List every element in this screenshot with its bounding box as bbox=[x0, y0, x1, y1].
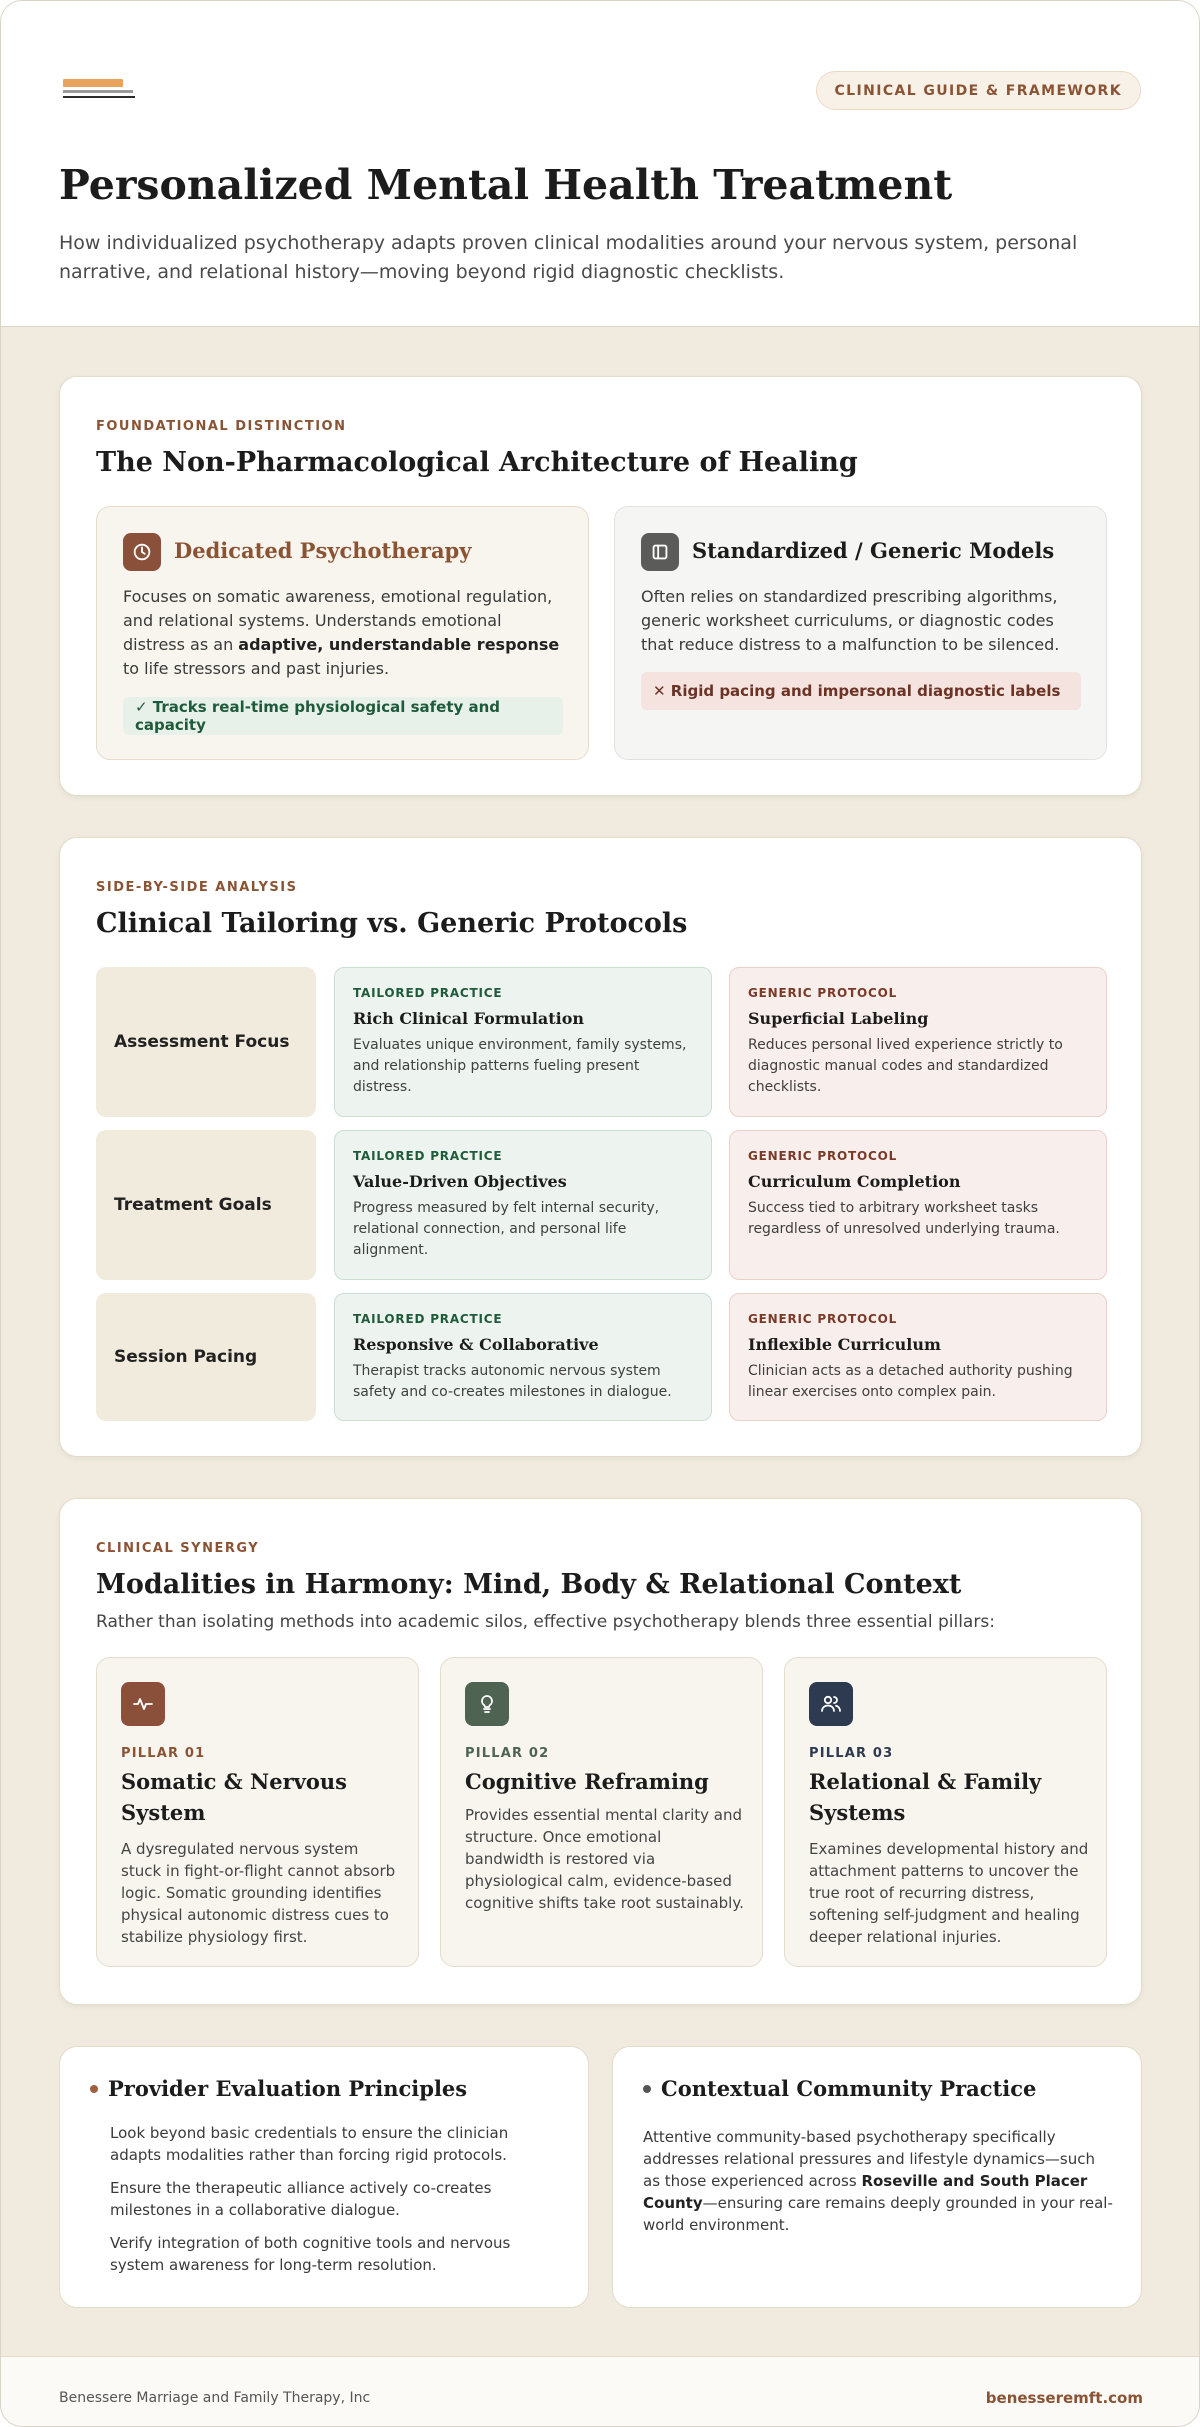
pillar-title: Relational & Family Systems bbox=[809, 1769, 1042, 1825]
pillar-card-somatic bbox=[96, 1657, 419, 1967]
list-item: Look beyond basic credentials to ensure the clinician adapts modalities rather than forcing rigid protocols. bbox=[110, 2124, 509, 2164]
safety-tag: ✓ Tracks real-time physiological safety and capacity bbox=[123, 697, 563, 735]
generic-models-text: Often relies on standardized prescribing algorithms, generic worksheet curriculums, or diagnostic codes that reduce distress to a malfunction to be silenced. bbox=[641, 587, 1060, 654]
header bbox=[1, 1, 1199, 327]
cell-kicker: TAILORED PRACTICE bbox=[353, 1312, 503, 1326]
psychotherapy-title: Dedicated Psychotherapy bbox=[174, 538, 472, 563]
sidebar-icon bbox=[641, 533, 679, 571]
section-title: Modalities in Harmony: Mind, Body & Relational Context bbox=[96, 1569, 962, 1600]
pulse-icon bbox=[121, 1682, 165, 1726]
evaluation-title: Provider Evaluation Principles bbox=[108, 2076, 468, 2101]
page-title: Personalized Mental Health Treatment bbox=[59, 161, 953, 209]
pillar-kicker: PILLAR 02 bbox=[465, 1746, 550, 1761]
tailored-cell bbox=[334, 1130, 712, 1280]
cell-kicker: GENERIC PROTOCOL bbox=[748, 1312, 898, 1326]
section-eyebrow: SIDE-BY-SIDE ANALYSIS bbox=[96, 880, 298, 895]
foundational-section bbox=[59, 376, 1142, 796]
table-row bbox=[96, 967, 1107, 1117]
pillar-text: Provides essential mental clarity and structure. Once emotional bandwidth is restored via physiological calm, evidence-based cognitive shifts take root sustainably. bbox=[465, 1806, 744, 1912]
row-label: Session Pacing bbox=[96, 1293, 316, 1421]
community-card bbox=[612, 2046, 1142, 2308]
evaluation-card bbox=[59, 2046, 589, 2308]
cell-text: Clinician acts as a detached authority pushing linear exercises onto complex pain. bbox=[748, 1363, 1073, 1400]
generic-models-box bbox=[614, 506, 1107, 760]
cell-text: Evaluates unique environment, family systems, and relationship patterns fueling present distress. bbox=[353, 1037, 687, 1095]
list-item: Verify integration of both cognitive tools and nervous system awareness for long-term resolution. bbox=[110, 2234, 511, 2274]
cell-title: Superficial Labeling bbox=[748, 1009, 929, 1028]
section-intro: Rather than isolating methods into academic silos, effective psychotherapy blends three essential pillars: bbox=[96, 1612, 995, 1632]
comparison-section bbox=[59, 837, 1142, 1457]
row-label: Treatment Goals bbox=[96, 1130, 316, 1280]
cell-title: Inflexible Curriculum bbox=[748, 1335, 941, 1354]
cell-title: Rich Clinical Formulation bbox=[353, 1009, 585, 1028]
cell-kicker: TAILORED PRACTICE bbox=[353, 1149, 503, 1163]
brand-logo[interactable] bbox=[63, 79, 135, 101]
footer bbox=[1, 2356, 1200, 2427]
page-subtitle: How individualized psychotherapy adapts proven clinical modalities around your nervous system, personal narrative, and relational history—moving beyond rigid diagnostic checklists. bbox=[59, 232, 1078, 283]
section-eyebrow: CLINICAL SYNERGY bbox=[96, 1541, 260, 1556]
tailored-cell bbox=[334, 967, 712, 1117]
rigid-tag: ✕ Rigid pacing and impersonal diagnostic labels bbox=[641, 672, 1081, 710]
cell-text: Success tied to arbitrary worksheet tasks regardless of unresolved underlying trauma. bbox=[748, 1200, 1060, 1237]
table-row bbox=[96, 1130, 1107, 1280]
generic-cell bbox=[729, 1130, 1107, 1280]
section-eyebrow: FOUNDATIONAL DISTINCTION bbox=[96, 419, 347, 434]
pillar-text: A dysregulated nervous system stuck in fight-or-flight cannot absorb logic. Somatic grounding identifies physical autonomic distress cues to stabilize physiology first. bbox=[121, 1840, 396, 1946]
lightbulb-icon bbox=[465, 1682, 509, 1726]
generic-models-title: Standardized / Generic Models bbox=[692, 538, 1055, 563]
pillar-card-relational bbox=[784, 1657, 1107, 1967]
pillar-title: Cognitive Reframing bbox=[465, 1769, 709, 1794]
row-label: Assessment Focus bbox=[96, 967, 316, 1117]
cell-title: Curriculum Completion bbox=[748, 1172, 961, 1191]
pillar-card-cognitive bbox=[440, 1657, 763, 1967]
pillar-kicker: PILLAR 03 bbox=[809, 1746, 894, 1761]
pillar-title: Somatic & Nervous System bbox=[121, 1769, 347, 1825]
users-icon bbox=[809, 1682, 853, 1726]
psychotherapy-box bbox=[96, 506, 589, 760]
tailored-cell bbox=[334, 1293, 712, 1421]
community-text: Attentive community-based psychotherapy specifically addresses relational pressures and lifestyle dynamics—such as those experienced across Roseville and South Placer County—ensuring care remains deeply grounded in your real-world environment. bbox=[643, 2128, 1113, 2234]
footer-website-link[interactable]: benesseremft.com bbox=[985, 2389, 1143, 2407]
cell-kicker: GENERIC PROTOCOL bbox=[748, 986, 898, 1000]
synergy-section bbox=[59, 1498, 1142, 2005]
guide-badge: CLINICAL GUIDE & FRAMEWORK bbox=[816, 71, 1142, 110]
cell-title: Responsive & Collaborative bbox=[353, 1335, 599, 1354]
clock-icon bbox=[123, 533, 161, 571]
cell-text: Reduces personal lived experience strictly to diagnostic manual codes and standardized checklists. bbox=[748, 1037, 1063, 1095]
generic-cell bbox=[729, 1293, 1107, 1421]
community-title: Contextual Community Practice bbox=[661, 2076, 1037, 2101]
pillar-kicker: PILLAR 01 bbox=[121, 1746, 206, 1761]
bullet-dot bbox=[643, 2085, 651, 2093]
table-row bbox=[96, 1293, 1107, 1421]
cell-text: Therapist tracks autonomic nervous system safety and co-creates milestones in dialogue. bbox=[353, 1363, 672, 1400]
cell-text: Progress measured by felt internal security, relational connection, and personal life alignment. bbox=[353, 1200, 660, 1258]
bullet-dot bbox=[90, 2085, 98, 2093]
list-item: Ensure the therapeutic alliance actively co-creates milestones in a collaborative dialogue. bbox=[110, 2179, 492, 2219]
generic-cell bbox=[729, 967, 1107, 1117]
psychotherapy-text: Focuses on somatic awareness, emotional regulation, and relational systems. Understands emotional distress as an adaptive, understandable response to life stressors and past injuries. bbox=[123, 587, 560, 678]
cell-kicker: TAILORED PRACTICE bbox=[353, 986, 503, 1000]
footer-company: Benessere Marriage and Family Therapy, Inc bbox=[59, 2390, 371, 2406]
cell-title: Value-Driven Objectives bbox=[353, 1172, 567, 1191]
pillar-text: Examines developmental history and attachment patterns to uncover the true root of recurring distress, softening self-judgment and healing deeper relational injuries. bbox=[809, 1840, 1089, 1946]
cell-kicker: GENERIC PROTOCOL bbox=[748, 1149, 898, 1163]
section-title: Clinical Tailoring vs. Generic Protocols bbox=[96, 908, 688, 939]
section-title: The Non-Pharmacological Architecture of Healing bbox=[96, 447, 858, 478]
